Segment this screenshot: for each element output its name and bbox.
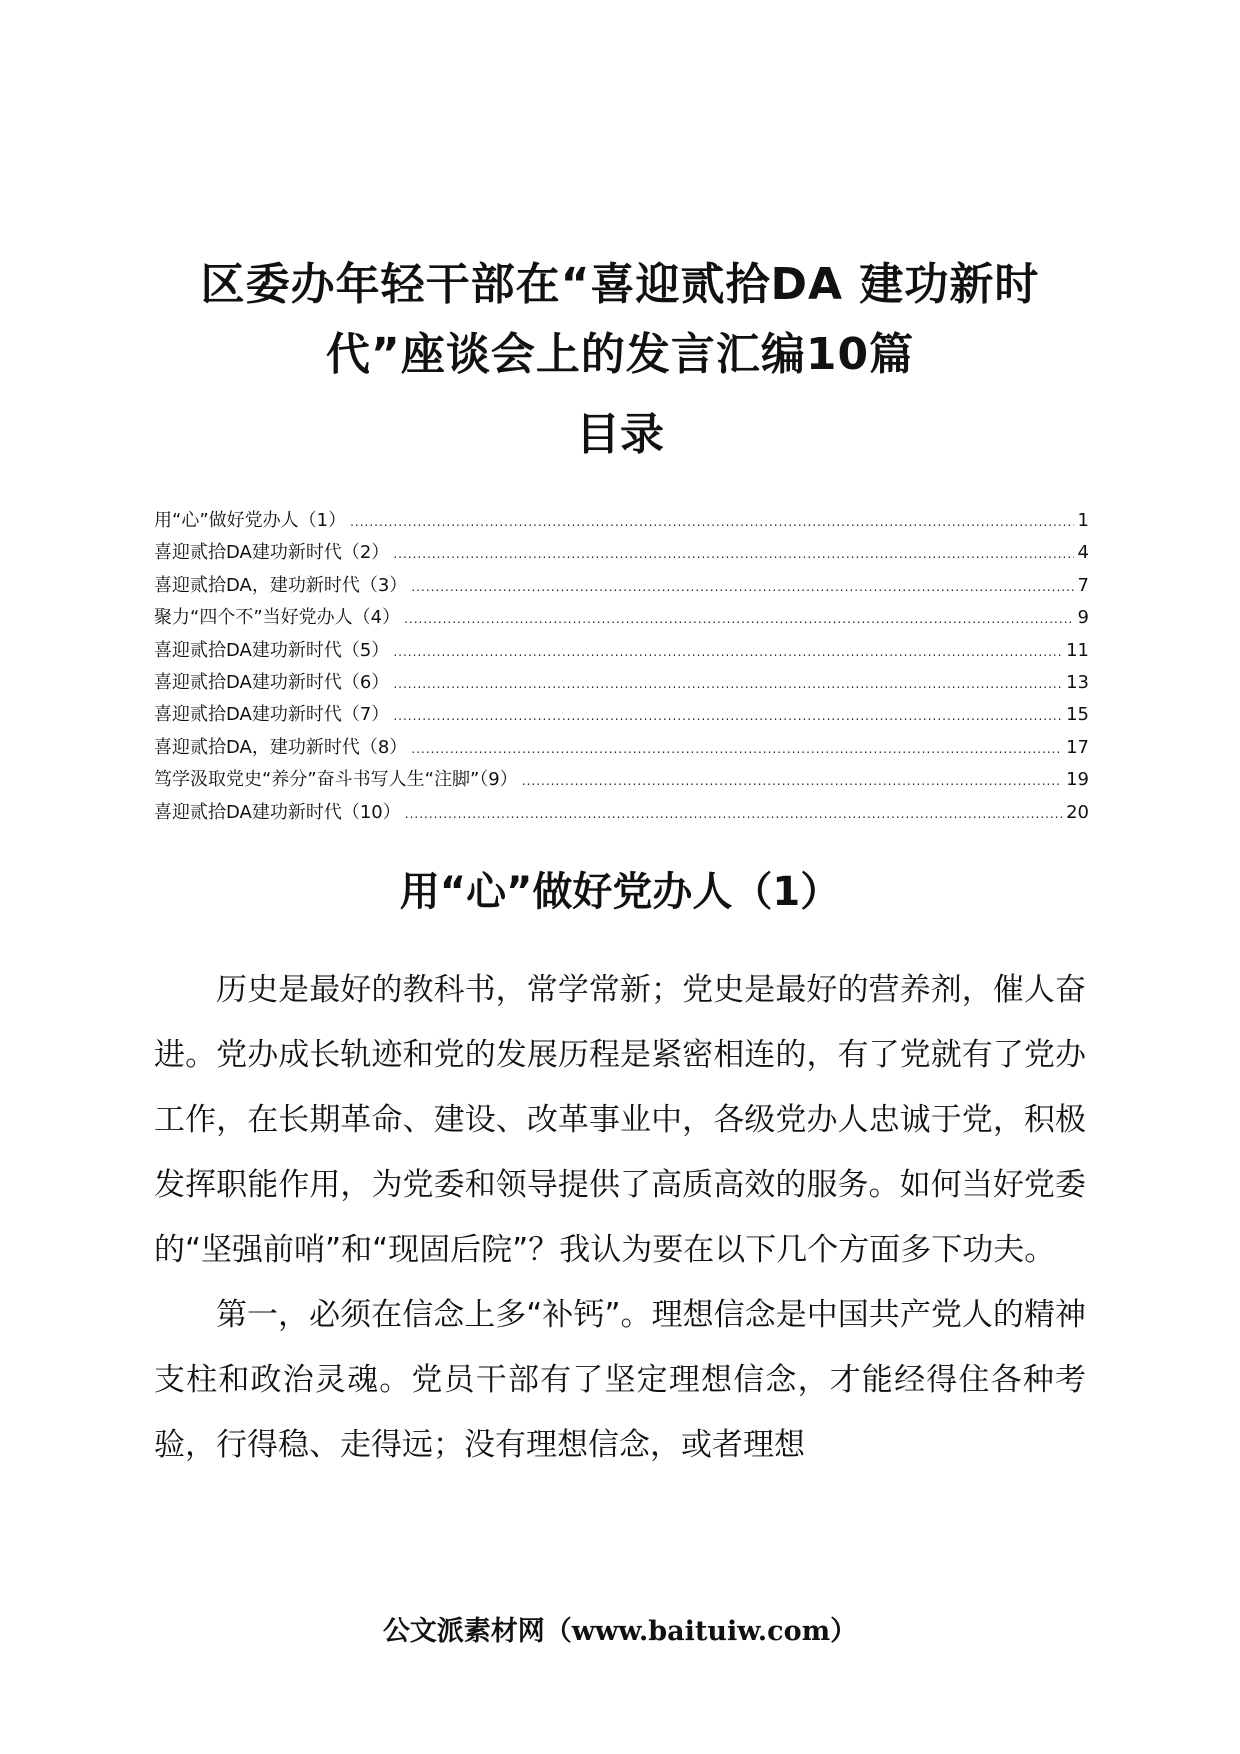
toc-entry-label: 喜迎贰拾DA建功新时代（2） xyxy=(154,542,390,564)
toc-entry-label: 喜迎贰拾DA，建功新时代（8） xyxy=(154,736,408,758)
toc-entry-label: 喜迎贰拾DA，建功新时代（3） xyxy=(154,574,408,596)
toc-entry[interactable] xyxy=(154,635,1089,667)
toc-leader-dots xyxy=(411,571,1073,603)
toc-heading: 目录 xyxy=(576,409,664,460)
toc-entry-page: 7 xyxy=(1077,574,1089,596)
document-title: 区委办年轻干部在“喜迎贰拾DA 建功新时代”座谈会上的发言汇编10篇 xyxy=(200,259,1040,380)
table-of-contents xyxy=(154,505,1089,829)
toc-entry-label: 聚力“四个不”当好党办人（4） xyxy=(154,607,401,629)
toc-entry-label: 笃学汲取党史“养分”奋斗书写人生“注脚”（9） xyxy=(154,769,518,791)
toc-entry-page: 4 xyxy=(1077,542,1089,564)
toc-entry-page: 13 xyxy=(1066,671,1089,693)
toc-entry-page: 15 xyxy=(1066,704,1089,726)
toc-entry-page: 11 xyxy=(1066,639,1089,661)
toc-entry-label: 喜迎贰拾DA建功新时代（10） xyxy=(154,801,401,823)
page-footer: 公文派素材网（www.baituiw.com） xyxy=(382,1616,858,1647)
toc-entry[interactable] xyxy=(154,699,1089,731)
toc-entry-label: 喜迎贰拾DA建功新时代（6） xyxy=(154,671,390,693)
section-title: 用“心”做好党办人（1） xyxy=(399,869,841,915)
toc-leader-dots xyxy=(393,538,1073,570)
toc-entry-label: 喜迎贰拾DA建功新时代（7） xyxy=(154,704,390,726)
toc-leader-dots xyxy=(522,765,1062,797)
toc-leader-dots xyxy=(393,668,1062,700)
toc-entry[interactable] xyxy=(154,537,1089,569)
section-body xyxy=(154,958,1086,1478)
toc-leader-dots xyxy=(393,636,1062,668)
toc-entry-page: 19 xyxy=(1066,769,1089,791)
toc-entry[interactable] xyxy=(154,764,1089,796)
toc-entry-page: 17 xyxy=(1066,736,1089,758)
toc-entry-page: 9 xyxy=(1077,607,1089,629)
toc-entry-label: 喜迎贰拾DA建功新时代（5） xyxy=(154,639,390,661)
toc-entry[interactable] xyxy=(154,570,1089,602)
toc-entry-label: 用“心”做好党办人（1） xyxy=(154,510,347,531)
toc-leader-dots xyxy=(350,506,1073,538)
body-paragraph: 第一，必须在信念上多“补钙”。理想信念是中国共产党人的精神支柱和政治灵魂。党员干部有了坚定理想信念，才能经得住各种考验，行得稳、走得远；没有理想信念，或者理想 xyxy=(154,1297,1086,1463)
body-paragraph: 历史是最好的教科书，常学常新；党史是最好的营养剂，催人奋进。党办成长轨迹和党的发展历程是紧密相连的，有了党就有了党办工作，在长期革命、建设、改革事业中，各级党办人忠诚于党，积极发挥职能作用，为党委和领导提供了高质高效的服务。如何当好党委的“坚强前哨”和“现固后院”？我认为要在以下几个方面多下功夫。 xyxy=(154,972,1086,1268)
toc-entry[interactable] xyxy=(154,667,1089,699)
toc-entry[interactable] xyxy=(154,602,1089,634)
toc-leader-dots xyxy=(404,603,1073,635)
toc-entry[interactable] xyxy=(154,732,1089,764)
toc-entry-page: 1 xyxy=(1077,510,1089,531)
toc-entry[interactable] xyxy=(154,797,1089,829)
toc-entry[interactable] xyxy=(154,505,1089,537)
toc-leader-dots xyxy=(405,798,1062,830)
toc-leader-dots xyxy=(393,700,1062,732)
toc-entry-page: 20 xyxy=(1066,801,1089,823)
toc-leader-dots xyxy=(411,733,1062,765)
